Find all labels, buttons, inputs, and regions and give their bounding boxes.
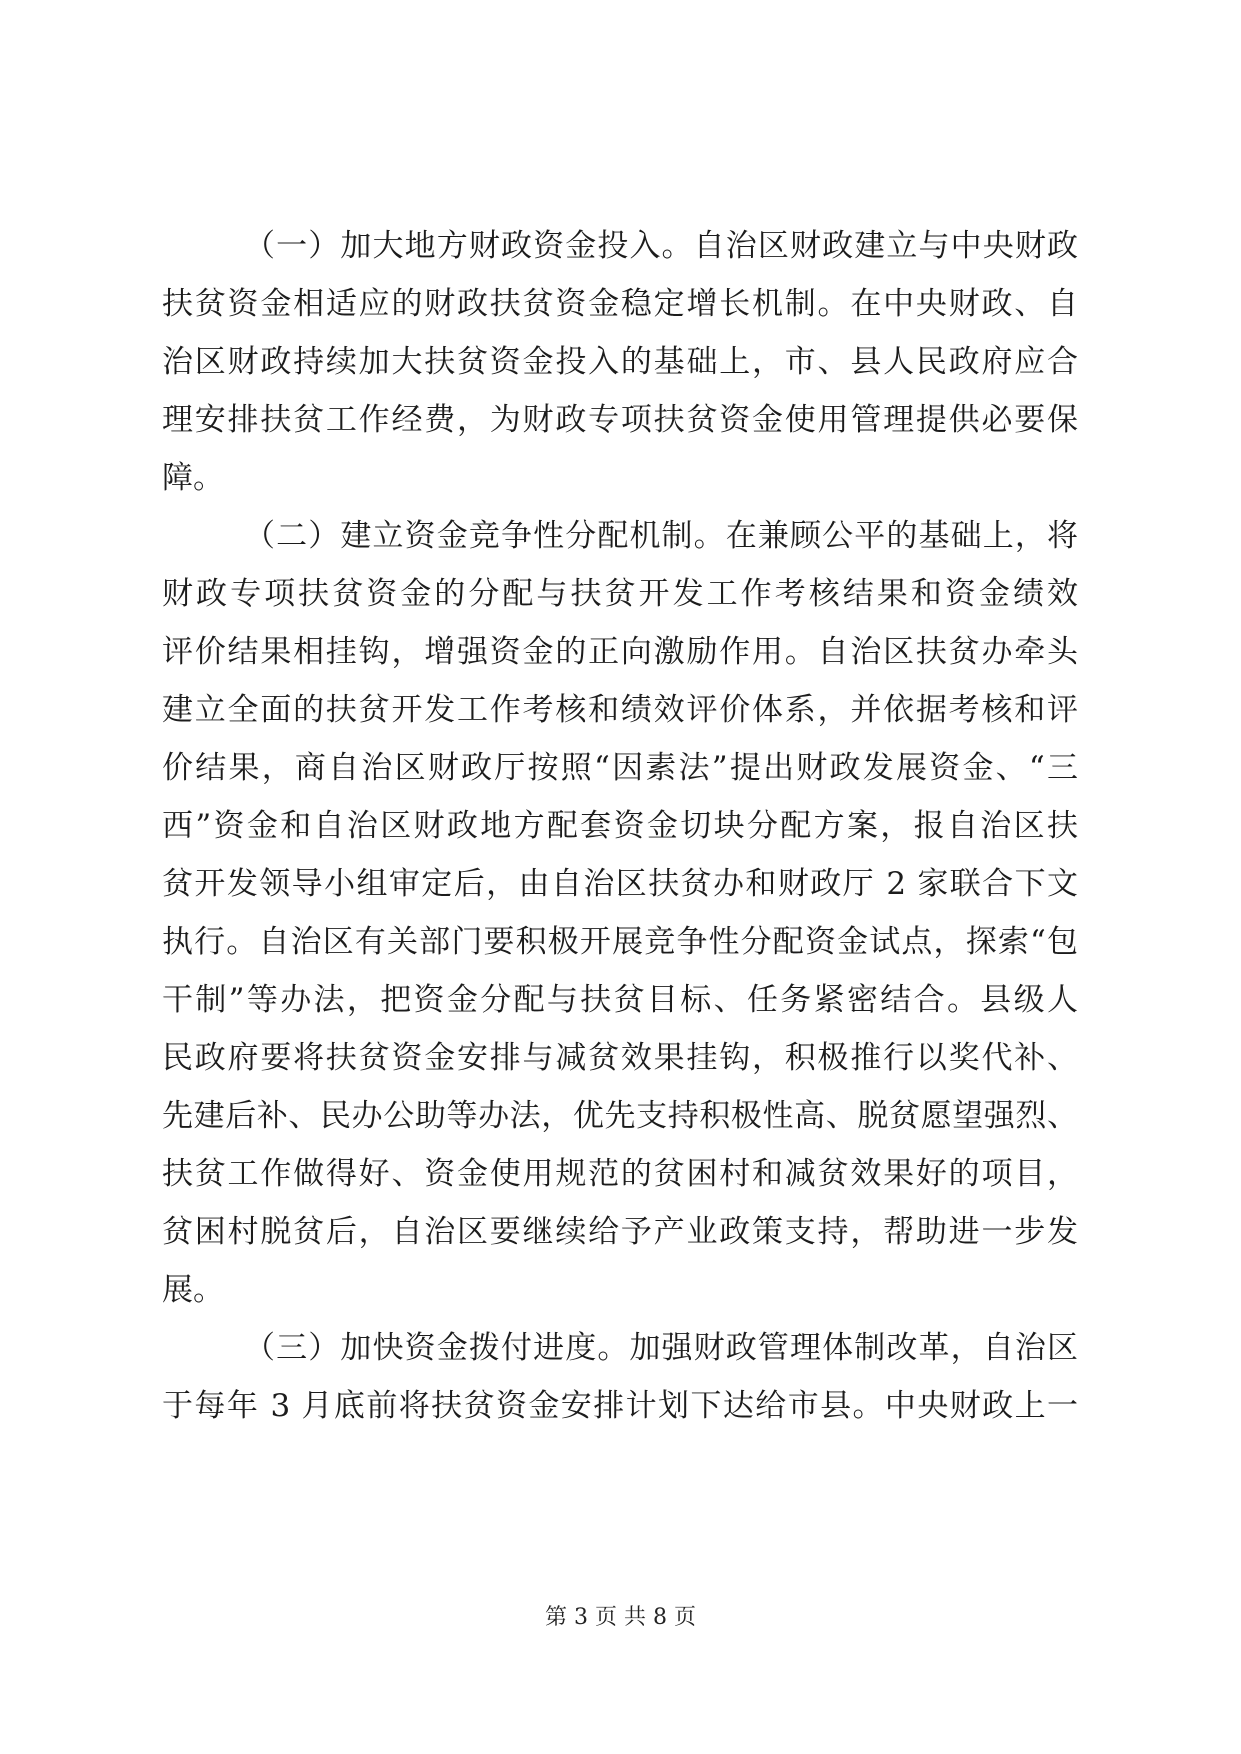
paragraph-2-line-5: 价结果，商自治区财政厅按照“因素法”提出财政发展资金、“三 (162, 750, 1078, 786)
paragraph-2-line-3: 评价结果相挂钩，增强资金的正向激励作用。自治区扶贫办牵头 (162, 634, 1078, 670)
paragraph-2-line-12: 扶贫工作做得好、资金使用规范的贫困村和减贫效果好的项目， (162, 1156, 1078, 1192)
paragraph-2-line-6: 西”资金和自治区财政地方配套资金切块分配方案，报自治区扶 (162, 808, 1078, 844)
page-number-footer: 第 3 页 共 8 页 (545, 1605, 696, 1630)
paragraph-2-line-11: 先建后补、民办公助等办法，优先支持积极性高、脱贫愿望强烈、 (162, 1098, 1078, 1134)
paragraph-2-line-7: 贫开发领导小组审定后，由自治区扶贫办和财政厅 2 家联合下文 (162, 866, 1078, 902)
paragraph-1-line-1: （一）加大地方财政资金投入。自治区财政建立与中央财政 (244, 228, 1078, 264)
paragraph-2-line-1: （二）建立资金竞争性分配机制。在兼顾公平的基础上，将 (244, 518, 1078, 554)
paragraph-3-line-1: （三）加快资金拨付进度。加强财政管理体制改革，自治区 (244, 1330, 1078, 1366)
paragraph-2-line-4: 建立全面的扶贫开发工作考核和绩效评价体系，并依据考核和评 (162, 692, 1078, 728)
paragraph-2-line-10: 民政府要将扶贫资金安排与减贫效果挂钩，积极推行以奖代补、 (162, 1040, 1078, 1076)
paragraph-1-line-5: 障。 (162, 460, 224, 496)
paragraph-1-line-2: 扶贫资金相适应的财政扶贫资金稳定增长机制。在中央财政、自 (162, 286, 1078, 322)
paragraph-2-line-2: 财政专项扶贫资金的分配与扶贫开发工作考核结果和资金绩效 (162, 576, 1078, 612)
paragraph-1-line-3: 治区财政持续加大扶贫资金投入的基础上，市、县人民政府应合 (162, 344, 1078, 380)
paragraph-2-line-13: 贫困村脱贫后，自治区要继续给予产业政策支持，帮助进一步发 (162, 1214, 1078, 1250)
paragraph-3-line-2: 于每年 3 月底前将扶贫资金安排计划下达给市县。中央财政上一 (162, 1388, 1078, 1424)
paragraph-2-line-14: 展。 (162, 1272, 224, 1308)
paragraph-2-line-9: 干制”等办法，把资金分配与扶贫目标、任务紧密结合。县级人 (162, 982, 1078, 1018)
paragraph-1-line-4: 理安排扶贫工作经费，为财政专项扶贫资金使用管理提供必要保 (162, 402, 1078, 438)
paragraph-2-line-8: 执行。自治区有关部门要积极开展竞争性分配资金试点，探索“包 (162, 924, 1078, 960)
